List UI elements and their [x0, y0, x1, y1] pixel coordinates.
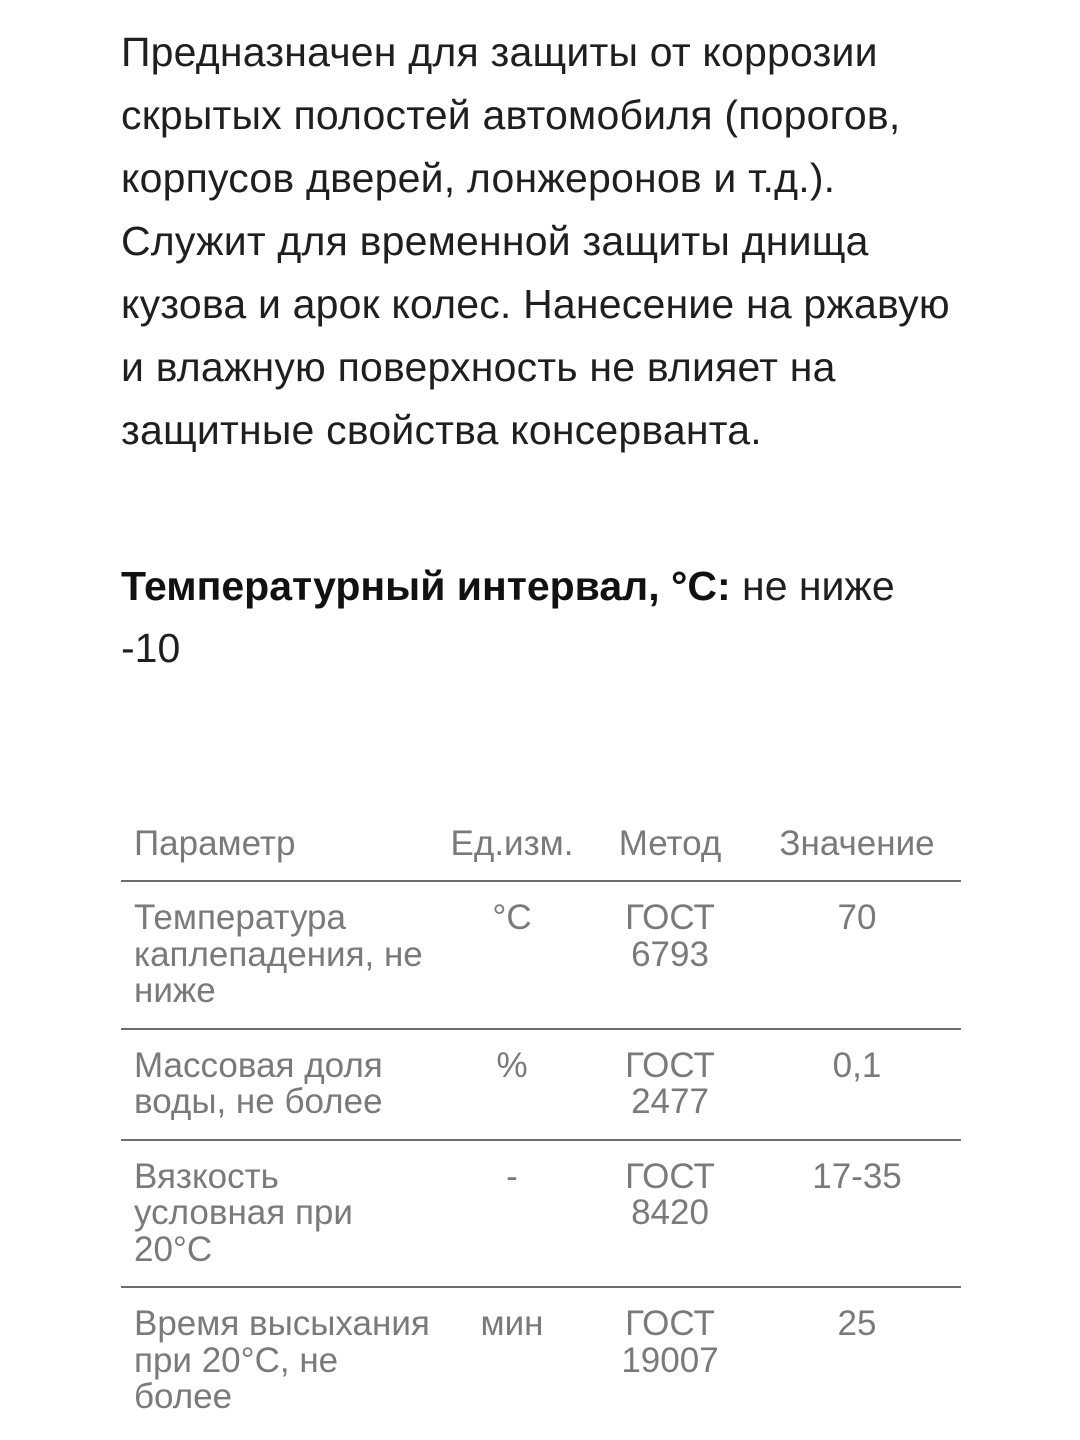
- row-param: Вязкость условная при 20°С: [121, 1140, 437, 1288]
- table-row: [121, 881, 961, 1029]
- row-method: ГОСТ 8420: [587, 1140, 753, 1288]
- row-method: ГОСТ 19007: [621, 1304, 719, 1380]
- product-content: [121, 0, 961, 1416]
- table-row: [121, 1287, 961, 1434]
- row-param: Массовая доля воды, не более: [121, 1029, 437, 1140]
- temperature-interval-label: Температурный интервал, °С:: [121, 563, 731, 609]
- row-param: Температура каплепадения, не ниже: [121, 881, 437, 1029]
- header-method: Метод: [587, 820, 753, 881]
- row-unit: мин: [480, 1304, 544, 1343]
- row-unit: -: [437, 1140, 587, 1288]
- row-value: 0,1: [753, 1029, 961, 1140]
- table-row: [121, 1140, 961, 1288]
- product-description: Предназначен для защиты от коррозии скрытых полостей автомобиля (порогов, корпусов дверей, лонжеронов и т.д.). Служит для временной защиты днища кузова и арок колес. Нанесение на ржавую и влажную поверхность не влияет на защитные свойства консерванта.: [121, 29, 950, 453]
- row-unit: °С: [437, 881, 587, 1029]
- row-method: ГОСТ 6793: [587, 881, 753, 1029]
- table-header-row: [121, 820, 961, 881]
- row-value: 70: [753, 881, 961, 1029]
- temperature-interval: [121, 555, 961, 679]
- header-unit: Ед.изм.: [437, 820, 587, 881]
- header-value: Значение: [753, 820, 961, 881]
- row-unit: %: [437, 1029, 587, 1140]
- table-row: [121, 1029, 961, 1140]
- row-value: 17-35: [753, 1140, 961, 1288]
- row-value: 25: [837, 1304, 877, 1343]
- specifications-table: [121, 820, 961, 1434]
- temperature-interval-value: не ниже -10: [121, 563, 895, 671]
- header-param: Параметр: [121, 820, 437, 881]
- row-param: Время высыхания при 20°С, не более: [134, 1304, 430, 1416]
- row-method: ГОСТ 2477: [587, 1029, 753, 1140]
